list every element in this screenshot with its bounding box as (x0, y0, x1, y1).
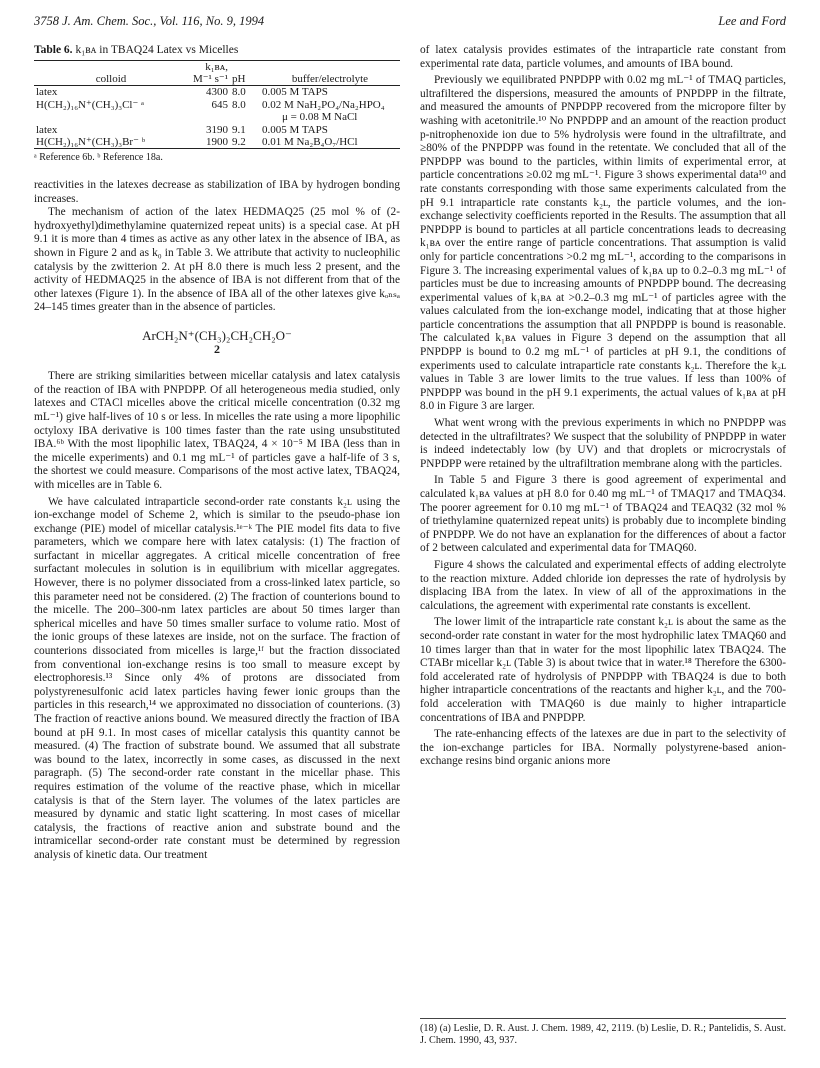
paragraph: The lower limit of the intraparticle rate constant k₂ʟ is about the same as the second-order rate constant in water for the most hydrophilic latex TMAQ60 and 10 times larger than that in water for the most lipophilic latex TBAQ24. The CTABr micellar k₂ʟ (Table 3) is about twice that in water.¹⁸ Therefore the 6300-fold accelerated rate of hydrolysis of PNPDPP with TBAQ24 is due to both higher intraparticle concentrations of the reactants and higher k₂ʟ, and the 700-fold acceleration with TMAQ60 is due mainly to higher intraparticle concentrations of IBA and PNPDPP. (420, 616, 786, 724)
cell-k: 645 (211, 98, 228, 111)
table-row (34, 111, 400, 123)
table-row (34, 124, 400, 136)
col-header-colloid: colloid (34, 73, 188, 86)
col-header-k-line1: k₁ʙᴀ, (188, 60, 230, 73)
cell-k: 1900 (188, 136, 230, 149)
running-header (34, 14, 786, 34)
cell-colloid (34, 111, 188, 123)
table-6-caption: k₁ʙᴀ in TBAQ24 Latex vs Micelles (75, 44, 239, 56)
cell-buffer: 0.02 M NaH₂PO₄/Na₂HPO₄ (262, 98, 385, 111)
cell-ph: 9.1 (232, 123, 246, 136)
cell-buffer: 0.01 M Na₂B₄O₇/HCl (260, 136, 400, 149)
cell-buffer: 0.005 M TAPS (262, 123, 328, 136)
paragraph: In Table 5 and Figure 3 there is good agreement of experimental and calculated k₁ʙᴀ values at pH 8.0 for 0.40 mg mL⁻¹ of TMAQ17 and TMAQ34. The poorer agreement for 0.10 mg mL⁻¹ of TBAQ24 and TEAQ32 (32 mol % of triethylamine quaternized repeat units) is probably due to incomplete binding of PNPDPP. We do not have an explanation for the differences of about a factor of 2 between calculated and experimental data for TMAQ60. (420, 474, 786, 555)
col-header-k-line2: M⁻¹ s⁻¹ (188, 73, 230, 86)
cell-buffer: μ = 0.08 M NaCl (282, 111, 358, 124)
cell-ph (230, 111, 260, 123)
cell-colloid: latex (36, 86, 58, 99)
table-row (34, 136, 400, 149)
right-column (420, 44, 786, 769)
header-authors: Lee and Ford (718, 14, 786, 28)
left-column (34, 44, 400, 863)
paragraph: reactivities in the latexes decrease as stabilization of IBA by hydrogen bonding increases. (34, 179, 400, 205)
reference-18: (18) (a) Leslie, D. R. Aust. J. Chem. 1989, 42, 2119. (b) Leslie, D. R.; Pantelidis, S. Aust. J. Chem. 1990, 43, 937. (420, 1023, 786, 1046)
cell-k: 3190 (206, 123, 228, 136)
cell-colloid: H(CH₂)₁₆N⁺(CH₃)₃Br⁻ ᵇ (34, 136, 188, 149)
cell-ph: 8.0 (232, 98, 246, 111)
cell-buffer: 0.005 M TAPS (262, 86, 328, 99)
cell-k: 4300 (206, 86, 228, 99)
paragraph: Previously we equilibrated PNPDPP with 0.02 mg mL⁻¹ of TMAQ particles, ultrafiltered the dispersions, measured the amounts of PNPDPP in the filtrate, and measured the amounts of PNPDPP recovered from the micropore filter by washing with acetonitrile.¹⁰ No PNPDPP and an amount of the reaction product p-nitrophenoxide ion due to 5% hydrolysis were found in the ultrafiltrate, and ≥80% of the PNPDPP was found in the retentate. We concluded that all of the PNPDPP was bound to the particles, within limits of experimental error, at particle concentrations ≥0.02 mg mL⁻¹. Figure 3 shows experimental data¹⁰ and rate constants corresponding with those same experiments calculated from the pH 9.1 intraparticle rate constants k₂ʟ, the particle volumes, and the ion-exchange selectivity coefficients reported in the Results. The assumption that all PNPDPP is bound to particles at all particle concentrations leads to decreasing k₁ʙᴀ over the entire range of particle concentrations. That assumption is valid only for particle concentrations >0.2 mg mL⁻¹, according to the comparisons in Figure 3. The increasing experimental values of k₁ʙᴀ up to 0.2–0.3 mg mL⁻¹ of particles must be due to increasing amounts of PNPDPP bound. The decreasing experimental values of k₁ʙᴀ at >0.2–0.3 mg mL⁻¹ of particles agree with the values calculated from the ion-exchange model, indicating that at those higher particle concentrations the assumption that all PNPDPP is bound is reasonable. The calculated k₁ʙᴀ values in Figure 3 depend on the assumption that all PNPDPP is bound to 0.2 mg mL⁻¹ of particles at pH 9.1, the conditions of experiments used to calculate intraparticle rate constants k₂ʟ. Therefore the k₂ʟ values in Table 3 are lower limits to the true values. If less than 100% of PNPDPP was bound in the pH 9.1 experiments, the actual values of k₁ʙᴀ at pH 8.0 in Figure 3 are larger. (420, 74, 786, 413)
paragraph: The mechanism of action of the latex HEDMAQ25 (25 mol % of (2-hydroxyethyl)dimethylamine quaternized repeat units) is a special case. At pH 9.1 it is more than 4 times as active as any other latex in the absence of IBA, as shown in Figure 2 and as k₀ in Table 3. We attribute that activity to nucleophilic catalysis by the zwitterion 2. At pH 8.0 there is much less 2 present, and the activity of HEDMAQ25 in the absence of IBA is not different from that of the other latexes (Figure 1). In the absence of IBA all of the other latexes give kₒₙₛₐ 24–145 times greater than in the absence of particles. (34, 206, 400, 314)
table-6-label: Table 6. (34, 44, 73, 56)
table-6-grid (34, 60, 400, 150)
cell-colloid: latex (36, 123, 58, 136)
table-row (34, 86, 400, 99)
col-header-buffer: buffer/electrolyte (260, 73, 400, 86)
cell-ph: 8.0 (232, 86, 246, 99)
formula-number: 2 (214, 341, 220, 356)
paragraph: There are striking similarities between micellar catalysis and latex catalysis of the reaction of IBA with PNPDPP. Of all heterogeneous media studied, only latexes and CTACl micelles above the critical micelle concentration (0.32 mg mL⁻¹) give half-lives of 10 s or less. In micelles the rate using a more lipophilic octyloxy IBA derivative is 100 times faster than the rate using unsubstituted IBA.⁶ᵇ With the most lipophilic latex, TBAQ24, 4 × 10⁻⁵ M IBA (less than in the micelle experiments) and 0.1 mg mL⁻¹ of particles gave a half-life of 3 s, the shortest we could measure. Comparisons of the most active latex, TBAQ24, with micelles are in Table 6. (34, 370, 400, 491)
table-row (34, 99, 400, 111)
paragraph: What went wrong with the previous experiments in which no PNPDPP was detected in the ultrafiltrates? We suspect that the solubility of PNPDPP in water is indeed indetectably low (by UV) and that droplets or microcrystals of PNPDPP were retained by the ultrafiltration membrane along with the particles. (420, 417, 786, 470)
cell-k (188, 111, 230, 123)
cell-ph: 9.2 (230, 136, 260, 149)
table-6 (34, 44, 400, 165)
paragraph: of latex catalysis provides estimates of the intraparticle rate constant from experimental rate data, particle volumes, and amounts of IBA bound. (420, 44, 786, 70)
table-6-title (34, 44, 400, 58)
paragraph: The rate-enhancing effects of the latexes are due in part to the selectivity of the ion-exchange particles for IBA. Normally polystyrene-based anion-exchange resins bind organic anions more (420, 728, 786, 768)
paragraph: We have calculated intraparticle second-order rate constants k₂ʟ using the ion-exchange model of Scheme 2, which is similar to the pseudo-phase ion exchange (PIE) model of micellar catalysis.¹ᵉ⁻ᵏ The PIE model fits data to five parameters, which we compare here with latex catalysis: (1) The fraction of surfactant in micellar aggregates. A critical micelle concentration of free surfactant molecules in solution is in equilibrium with micellar aggregates. However, there is no polymer dissociated from a cross-linked latex particle, so this parameter need not be considered. (2) The fraction of counterions bound to the micelle. The 200–300-nm latex particles are about 50 times larger than spherical micelles and have 50 times smaller surface to volume ratio. Most of the ionic groups of these latexes are inside, not on the surface. The fraction of counterions dissociated from micelles is large,¹ᶠ but the fraction dissociated from conventional ion-exchange resins is too small to measure except by electrophoresis.¹³ Since only 4% of protons are dissociated from polystyrenesulfonic acid latex particles having fewer ionic groups than the particles in this research,¹⁴ we approximated no dissociation of counterions. (3) The fraction of reactive anions bound. We measured directly the fraction of IBA bound at pH 9.1. In most cases of micellar catalysis this quantity cannot be measured. (4) The fraction of substrate bound. We assumed that all substrate was bound to the latex, incorrectly in some cases, as discussed in the next paragraph. (5) The second-order rate constant in the micellar phase. This requires estimation of the volume of the reactive phase, which in micellar catalysis is that of the Stern layer. The volumes of the latex particles are measured by dynamic and static light scattering. In most cases of micellar catalysis, the fractions of reactive anion and substrate bound and the intramicellar second-order rate constant must be determined by regression analysis of kinetic data. Our treatment (34, 495, 400, 861)
zwitterion-formula: ArCH₂N⁺(CH₃)₂CH₂CH₂O⁻ (142, 327, 292, 343)
table-6-footnote: ᵃ Reference 6b. ᵇ Reference 18a. (34, 152, 163, 164)
references-footnote (420, 1018, 786, 1047)
col-header-ph: pH (230, 73, 260, 86)
cell-colloid: H(CH₂)₁₆N⁺(CH₃)₃Cl⁻ ᵃ (36, 98, 145, 111)
paragraph: Figure 4 shows the calculated and experimental effects of adding electrolyte to the reaction mixture. Added chloride ion depresses the rate of hydrolysis by displacing IBA from the latex. In view of all of the approximations in the calculations, the agreement with experimental rate constants is excellent. (420, 558, 786, 612)
header-journal-citation: 3758 J. Am. Chem. Soc., Vol. 116, No. 9, 1994 (34, 14, 265, 28)
